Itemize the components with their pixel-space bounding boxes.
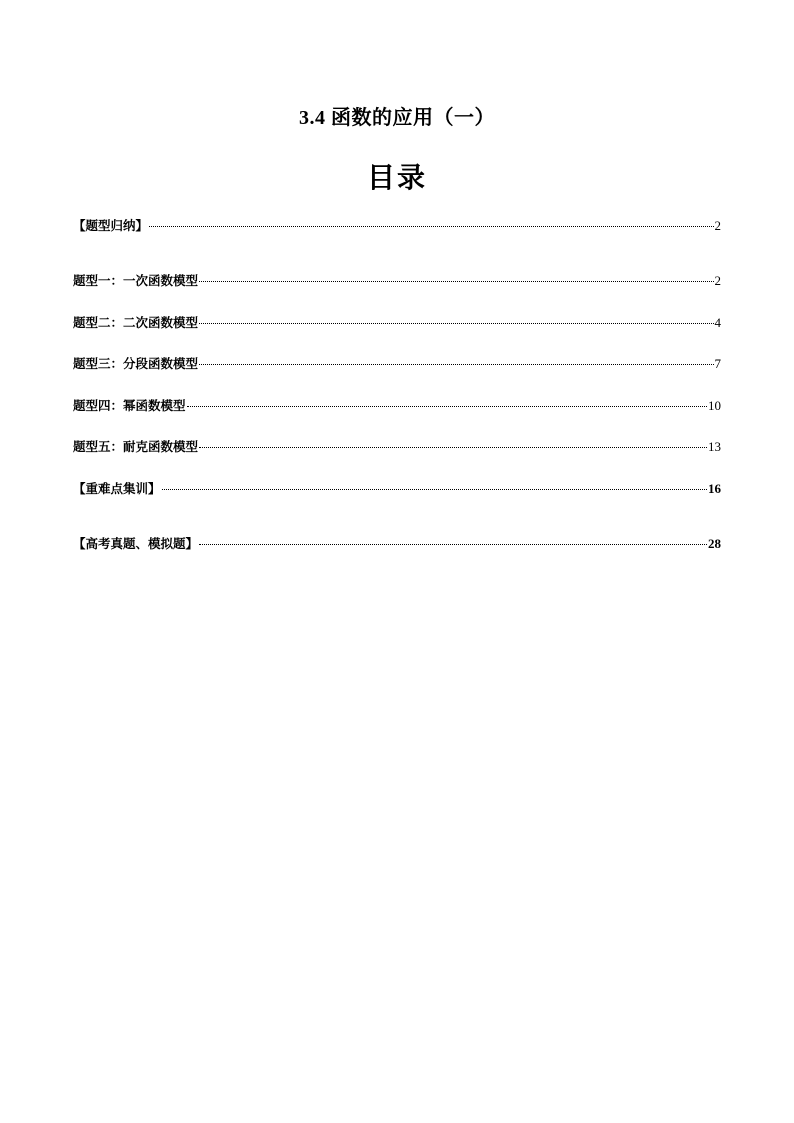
toc-entry-label: 题型二：二次函数模型 bbox=[73, 315, 199, 330]
toc-entry-key-training[interactable] bbox=[73, 480, 721, 498]
toc-entry-question-types[interactable] bbox=[73, 217, 721, 235]
toc-entry-page: 4 bbox=[714, 315, 721, 330]
toc-entry-label: 题型四：幂函数模型 bbox=[73, 398, 186, 413]
toc-leader-dots bbox=[199, 323, 713, 324]
toc-leader-dots bbox=[199, 281, 713, 282]
toc-leader-dots bbox=[162, 489, 707, 490]
toc-entry-type-3[interactable] bbox=[73, 355, 721, 373]
toc-entry-exam-questions[interactable] bbox=[73, 535, 721, 553]
toc-entry-page: 28 bbox=[708, 536, 721, 551]
toc-entry-label: 题型五：耐克函数模型 bbox=[73, 439, 199, 454]
toc-entry-page: 10 bbox=[708, 398, 721, 413]
toc-leader-dots bbox=[199, 447, 707, 448]
toc-entry-type-4[interactable] bbox=[73, 397, 721, 415]
toc-entry-page: 2 bbox=[714, 273, 721, 288]
table-of-contents bbox=[73, 0, 721, 1123]
toc-entry-label: 【重难点集训】 bbox=[73, 481, 161, 496]
toc-entry-label: 【题型归纳】 bbox=[73, 218, 149, 233]
toc-entry-label: 【高考真题、模拟题】 bbox=[73, 536, 199, 551]
toc-leader-dots bbox=[199, 544, 707, 545]
toc-entry-type-1[interactable] bbox=[73, 272, 721, 290]
toc-entry-type-5[interactable] bbox=[73, 438, 721, 456]
toc-entry-type-2[interactable] bbox=[73, 314, 721, 332]
toc-entry-label: 题型一：一次函数模型 bbox=[73, 273, 199, 288]
toc-entry-label: 题型三：分段函数模型 bbox=[73, 356, 199, 371]
toc-leader-dots bbox=[149, 226, 713, 227]
toc-leader-dots bbox=[187, 406, 707, 407]
toc-entry-page: 2 bbox=[714, 218, 721, 233]
toc-entry-page: 13 bbox=[708, 439, 721, 454]
toc-leader-dots bbox=[199, 364, 713, 365]
toc-entry-page: 16 bbox=[708, 481, 721, 496]
toc-entry-page: 7 bbox=[714, 356, 721, 371]
toc-heading: 目录 bbox=[366, 161, 427, 194]
document-title: 3.4 函数的应用（一） bbox=[299, 107, 495, 129]
